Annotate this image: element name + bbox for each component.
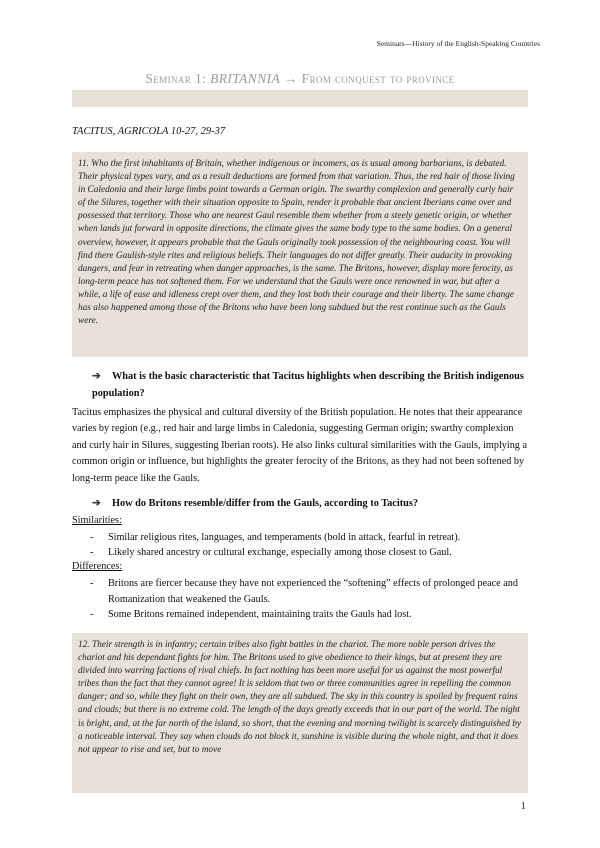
bullet-dash: - xyxy=(90,532,94,543)
bullet-dash: - xyxy=(90,547,94,558)
similarities-heading: Similarities: xyxy=(72,515,122,526)
title-bar xyxy=(72,90,528,107)
answer-1: Tacitus emphasizes the physical and cultural diversity of the British population. He notes that their appearance varies by region (e.g., red hair and large limbs in Caledonia, suggesting German origin; swarthy complexion and curly hair in Silures, suggesting Iberian roots). He also links cultural similarities with the Gauls, implying a common origin or influence, but highlights the greater ferocity of the Britons, as they had not been softened by long-term peace like the Gauls. xyxy=(72,407,527,484)
question-1-text: What is the basic characteristic that Tacitus highlights when describing the British indigenous population? xyxy=(92,371,524,399)
list-item-text: Britons are fiercer because they have not experienced the “softening” effects of prolonged peace and Romanization that weakened the Gauls. xyxy=(108,578,518,605)
differences-heading: Differences: xyxy=(72,561,123,572)
question-1 xyxy=(92,368,532,402)
bullet-dash: - xyxy=(90,609,94,620)
list-item xyxy=(72,607,530,623)
title-emphasis: BRITANNIA xyxy=(210,71,281,86)
seminar-title xyxy=(72,71,528,87)
source-citation: TACITUS, AGRICOLA 10-27, 29-37 xyxy=(72,126,226,137)
list-item xyxy=(72,530,530,546)
question-2-text: How do Britons resemble/differ from the Gauls, according to Tacitus? xyxy=(112,498,419,509)
arrow-icon: ➔ xyxy=(92,498,101,509)
title-suffix: → From conquest to province xyxy=(280,71,455,86)
list-item xyxy=(72,576,530,607)
arrow-icon: ➔ xyxy=(92,371,101,382)
question-2 xyxy=(92,495,532,512)
title-prefix: Seminar 1: xyxy=(145,71,211,86)
running-head: Seminars—History of the English-Speaking Countries xyxy=(376,39,540,48)
list-item-text: Similar religious rites, languages, and temperaments (bold in attack, fearful in retreat). xyxy=(108,532,461,543)
list-item-text: Some Britons remained independent, maintaining traits the Gauls had lost. xyxy=(108,609,412,620)
page-number: 1 xyxy=(520,800,526,812)
bullet-dash: - xyxy=(90,578,94,589)
quote-block-11: 11. Who the first inhabitants of Britain, whether indigenous or incomers, as is usual among barbarians, is debated. Their physical types vary, and as a result deductions are formed from that variation. Thus, the red hair of those living in Caledonia and their large limbs point towards a German origin. The swarthy complexion and generally curly hair of the Silures, together with their situation opposite to Spain, render it probable that ancient Iberians came over and possessed that territory. Those who are nearest Gaul resemble them whether from a steely genetic origin, or whether when lands jut forward in opposite directions, the climate gives the same body type to the same bodies. On a general overview, however, it appears probable that the Gauls originally took possession of the neighbouring coast. You will find there Gaulish-style rites and religious beliefs. Their languages do not differ greatly. Their audacity in provoking dangers, and fear in retreating when danger approaches, is the same. The Britons, however, display more ferocity, as long-term peace has not softened them. For we understand that the Gauls were once renowned in war, but after a while, a life of ease and idleness crept over them, and they lost both their courage and their liberty. The same change has also happened among those of the Britons who have been long subdued but the rest continue such as the Gauls were. xyxy=(72,152,528,357)
quote-block-12: 12. Their strength is in infantry; certain tribes also fight battles in the chariot. The more noble person drives the chariot and his dependant fights for him. The Britons used to give obedience to their kings, but at present they are divided into warring factions of rival chiefs. In fact nothing has been more useful for us against the most powerful tribes than the fact that they cannot agree! It is seldom that two or three communities agree in repelling the common danger; and so, while they fight on their own, they are all subdued. The sky in this country is spoiled by frequent rains and clouds; but there is no extreme cold. The length of the days greatly exceeds that in our part of the world. The night is bright, and, at the far north of the island, so short, that the evening and morning twilight is scarcely distinguished by a noticeable interval. They say when clouds do not block it, sunshine is visible during the whole night, and that it does not appear to rise and set, but to move xyxy=(72,633,528,793)
list-item-text: Likely shared ancestry or cultural exchange, especially among those closest to Gaul. xyxy=(108,547,452,558)
list-item xyxy=(72,545,530,561)
